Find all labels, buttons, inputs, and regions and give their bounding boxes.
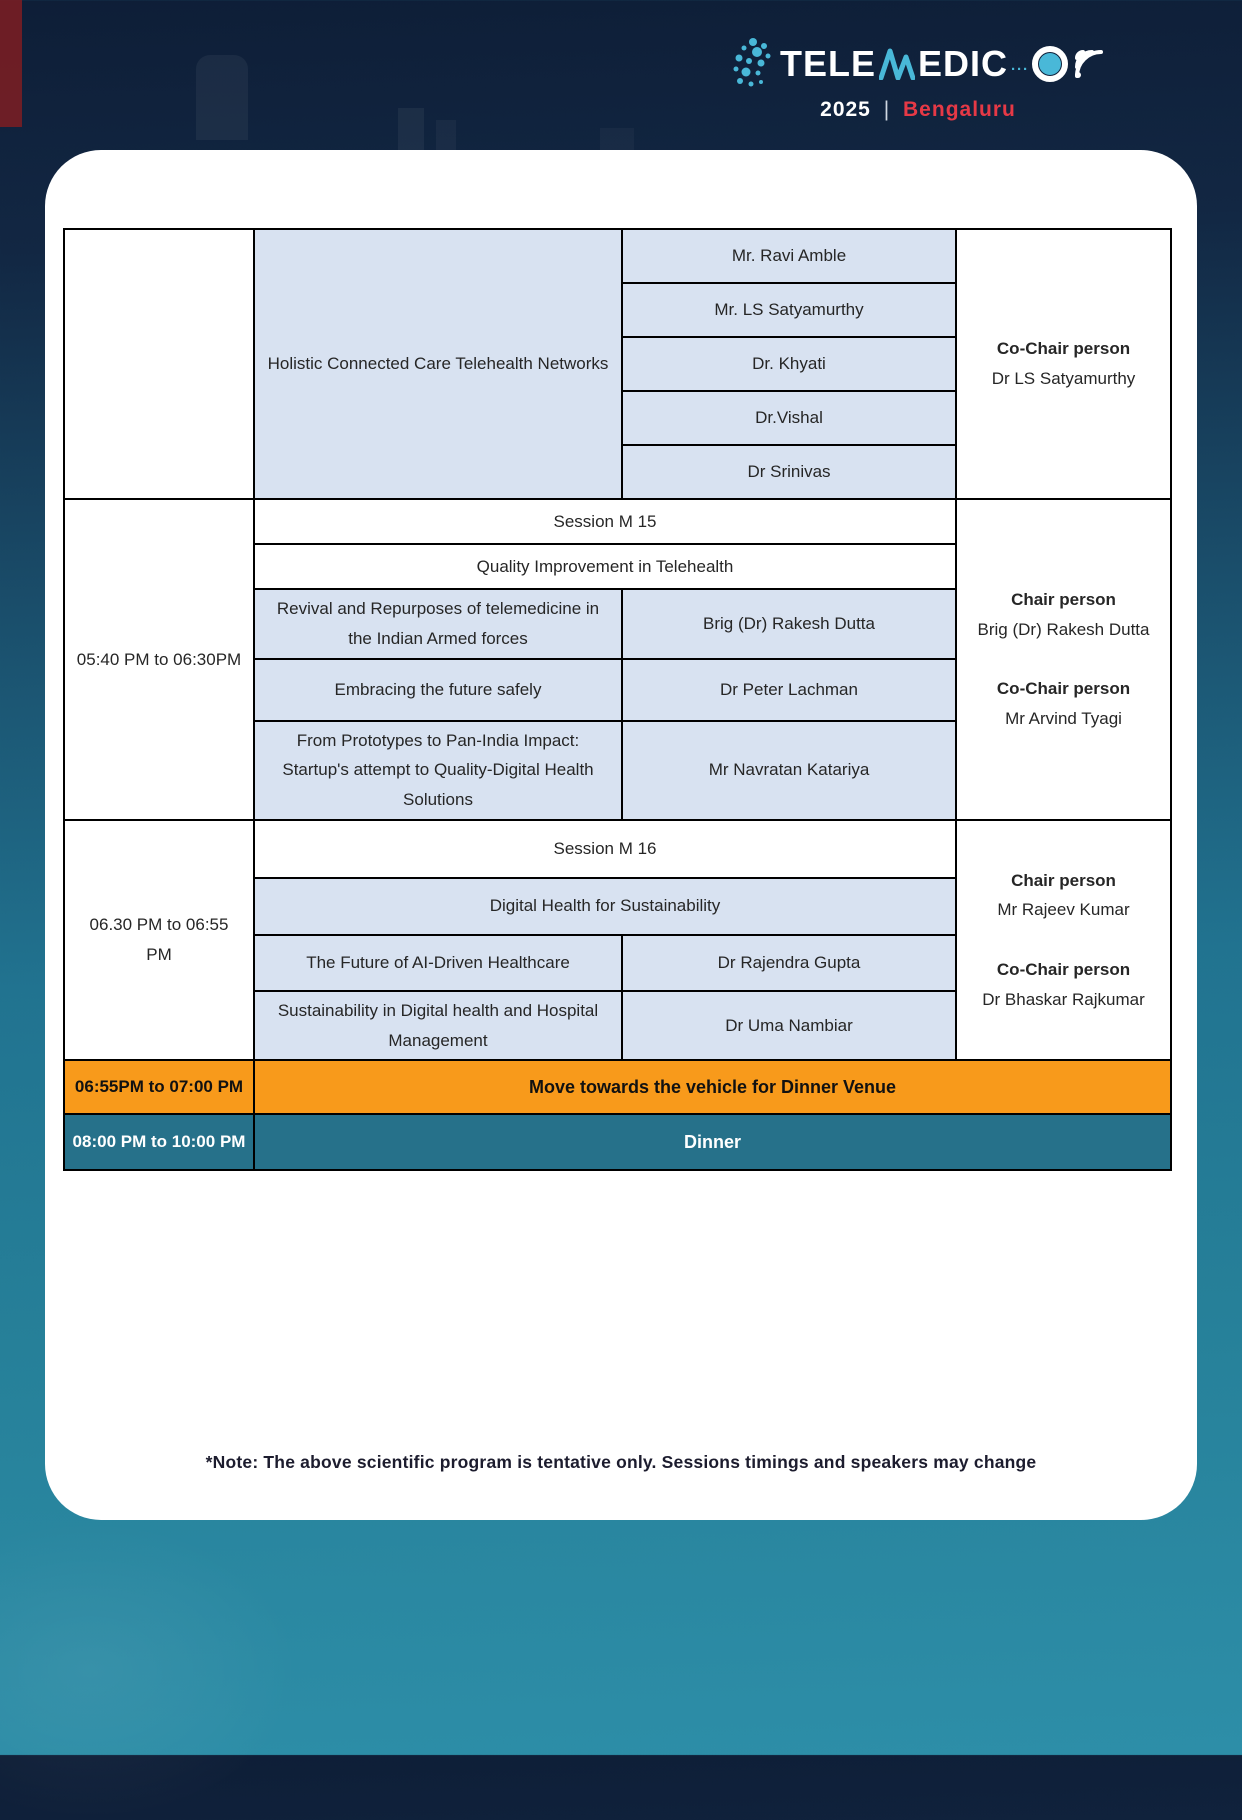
time-cell-transfer: 06:55PM to 07:00 PM (64, 1060, 254, 1114)
talk-title: The Future of AI-Driven Healthcare (254, 935, 622, 991)
talk-speaker: Mr Navratan Katariya (622, 721, 956, 820)
speaker-cell: Dr Srinivas (622, 445, 956, 499)
time-cell-m16: 06.30 PM to 06:55 PM (64, 820, 254, 1061)
logo-divider: | (883, 98, 891, 121)
spacer (967, 925, 1160, 955)
logo-wordmark (768, 36, 1068, 92)
co-chair-label: Co-Chair person (996, 679, 1131, 699)
brand-text-edic: EDIC (918, 43, 1009, 84)
dot-cluster-icon (730, 36, 776, 92)
talk-title: Embracing the future safely (254, 659, 622, 721)
co-chair-name: Mr Arvind Tyagi (1005, 709, 1122, 729)
transfer-label: Move towards the vehicle for Dinner Venue (254, 1060, 1171, 1114)
talk-title: Revival and Repurposes of telemedicine in the Indian Armed forces (254, 589, 622, 659)
dinner-label: Dinner (254, 1114, 1171, 1170)
background-red-stripe (0, 0, 22, 127)
speaker-cell: Dr.Vishal (622, 391, 956, 445)
session-title-m15: Quality Improvement in Telehealth (254, 544, 956, 589)
talk-speaker: Dr Rajendra Gupta (622, 935, 956, 991)
chair-cell-m15 (956, 499, 1171, 820)
talk-title: Sustainability in Digital health and Hospital Management (254, 991, 622, 1061)
logo-year: 2025 (820, 98, 871, 121)
topic-cell-holistic: Holistic Connected Care Telehealth Networks (254, 229, 622, 499)
talk-speaker: Brig (Dr) Rakesh Dutta (622, 589, 956, 659)
speaker-cell: Mr. LS Satyamurthy (622, 283, 956, 337)
brand-o-icon (1032, 46, 1068, 82)
time-cell-dinner: 08:00 PM to 10:00 PM (64, 1114, 254, 1170)
session-title-m16: Digital Health for Sustainability (254, 878, 956, 935)
schedule-card (45, 150, 1197, 1520)
talk-title: From Prototypes to Pan-India Impact: Startup's attempt to Quality-Digital Health Solutions (254, 721, 622, 820)
logo-subline (768, 98, 1068, 122)
session-label-m16: Session M 16 (254, 820, 956, 878)
co-chair-name: Dr LS Satyamurthy (991, 369, 1136, 388)
footer-note: *Note: The above scientific program is tentative only. Sessions timings and speakers may change (205, 1452, 1037, 1472)
time-cell-m15: 05:40 PM to 06:30PM (64, 499, 254, 820)
schedule-table (63, 228, 1172, 1171)
talk-speaker: Dr Uma Nambiar (622, 991, 956, 1061)
telemedicon-logo (768, 36, 1068, 122)
speaker-cell: Mr. Ravi Amble (622, 229, 956, 283)
logo-city: Bengaluru (903, 98, 1016, 121)
chair-cell-m16 (956, 820, 1171, 1061)
co-chair-name: Dr Bhaskar Rajkumar (982, 989, 1145, 1009)
time-cell-holistic (64, 229, 254, 499)
chair-cell-holistic (956, 229, 1171, 499)
data-dots-icon: ··· (1011, 60, 1030, 78)
chair-name: Brig (Dr) Rakesh Dutta (977, 619, 1150, 639)
chair-label: Chair person (1011, 870, 1116, 890)
chair-name: Mr Rajeev Kumar (997, 900, 1130, 920)
chair-label: Chair person (1011, 589, 1116, 609)
speaker-cell: Dr. Khyati (622, 337, 956, 391)
brand-text-tele: TELE (779, 43, 876, 84)
signal-n-icon (1072, 47, 1106, 81)
co-chair-label: Co-Chair person (996, 339, 1131, 359)
background-person-silhouette (196, 55, 248, 140)
talk-speaker: Dr Peter Lachman (622, 659, 956, 721)
spacer (967, 644, 1160, 674)
background-glow (0, 1520, 300, 1820)
pulse-m-icon (879, 48, 915, 80)
co-chair-label: Co-Chair person (996, 960, 1131, 979)
session-label-m15: Session M 15 (254, 499, 956, 544)
